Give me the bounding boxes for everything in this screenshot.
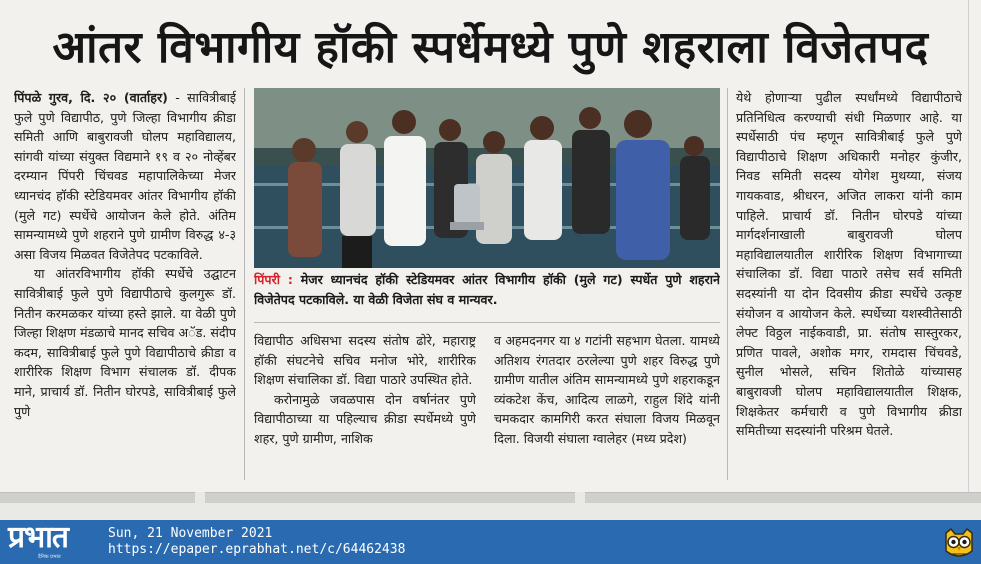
article-paragraph: व अहमदनगर या ४ गटांनी सहभाग घेतला. यामध्ये अतिशय रंगतदार ठरलेल्या पुणे शहर विरुद्ध पुणे ग्रामीण यातील अंतिम सामन्यामध्ये पुणे शहराकडून व्यंकटेश केंच, आदित्य लाळगे, राहुल शिंदे यांनी चमकदार कामगिरी करत संघाला विजय मिळवून दिला. विजयी संघाला ग्वालेहर (मध्य प्रदेश) (494, 333, 720, 446)
article-column-1 (14, 88, 236, 480)
page-edge (968, 0, 969, 492)
owl-icon[interactable] (942, 527, 976, 559)
brand-tagline: दैनिक प्रभात (38, 554, 61, 560)
article-paragraph (14, 88, 236, 264)
article-column-4 (736, 88, 962, 480)
article-paragraph: विद्यापीठ अधिसभा सदस्य संतोष ढोरे, महाराष्ट्र हॉकी संघटनेचे सचिव मनोज भोरे, शारीरिक शिक्षण संचालिका डॉ. विद्या पाठारे उपस्थित होते. (254, 333, 476, 388)
edition-date: Sun, 21 November 2021 (108, 526, 273, 541)
page-shadow-segment (205, 492, 575, 503)
photo-caption (254, 270, 720, 318)
page-shadow-segment (585, 492, 981, 503)
team-photo-image (254, 88, 720, 268)
article-headline: आंतर विभागीय हॉकी स्पर्धेमध्ये पुणे शहराला विजेतपद (52, 22, 929, 73)
caption-text: मेजर ध्यानचंद हॉकी स्टेडियमवर आंतर विभागीय हॉकी (मुले गट) स्पर्धेत पुणे शहराने विजेतेपद पटकाविले. या वेळी विजेता संघ व मान्यवर. (254, 272, 720, 307)
article-paragraph: या आंतरविभागीय हॉकी स्पर्धेचे उद्घाटन सावित्रीबाई फुले पुणे विद्यापीठाचे कुलगुरू डॉ. नितीन करमळकर यांच्या हस्ते झाले. या वेळी पुणे जिल्हा शिक्षण मंडळाचे मानद सचिव अॅड. संदीप कदम, सावित्रीबाई फुले पुणे विद्यापीठाचे क्रीडा व शारीरिक शिक्षण विभाग संचालक डॉ. दीपक माने, प्राचार्य डॉ. नितीन घोरपडे, सावित्रीबाई फुले पुणे (14, 266, 236, 419)
article-url-link[interactable]: https://epaper.eprabhat.net/c/64462438 (108, 542, 406, 557)
paragraph-text: - सावित्रीबाई फुले पुणे विद्यापीठ, पुणे जिल्हा विभागीय क्रीडा समिती आणि बाबुरावजी घोलप महाविद्यालय, सांगवी यांच्या संयुक्त विद्यमाने १९ व २० नोव्हेंबर दरम्यान पिंपरी चिंचवड महापालिकेच्या मेजर ध्यानचंद हॉकी स्टेडियमवर आंतर विभागीय हॉकी (मुले गट) स्पर्धेचे आयोजन केले होते. अंतिम सामन्यामध्ये पुणे शहराने पुणे ग्रामीण विरुद्ध ४-३ असा विजय मिळवत विजेतेपद पटकाविले. (14, 90, 236, 262)
column-divider (727, 88, 728, 480)
article-photo (254, 88, 720, 268)
prabhat-logo[interactable] (8, 521, 103, 563)
footer-bar (0, 520, 981, 564)
brand-name: प्रभात (8, 520, 69, 555)
caption-divider (254, 322, 720, 323)
article-paragraph: येथे होणाऱ्या पुढील स्पर्धांमध्ये विद्यापीठाचे प्रतिनिधित्व करण्याची संधी मिळणार आहे. या स्पर्धेसाठी पंच म्हणून सावित्रीबाई फुले पुणे विद्यापीठाचे शिक्षण अधिकारी मनोहर कुंजीर, निवड समिती सदस्य योगेश मुथय्या, संजय गायकवाड, श्रीधरन, अजित लाकरा यांनी काम पाहिले. प्राचार्य डॉ. नितीन घोरपडे यांच्या मार्गदर्शनाखाली बाबुरावजी घोलप महाविद्यालयातील शारीरिक शिक्षण विभागाच्या संचालिका डॉ. विद्या पाठारे तसेच सर्व समिती सदस्यांनी या दोन दिवसीय क्रीडा स्पर्धेचे उत्कृष्ट संयोजन व आयोजन केले. स्पर्धेच्या यशस्वीतेसाठी लेफ्ट विठ्ठल नाईकवाडी, प्रा. संतोष सास्तुरकर, प्रणित पावले, अशोक मगर, रामदास चिंचवडे, सुनील भोसले, सचिन शितोळे यांच्यासह बाबुरावजी घोलप महाविद्यालयातील शिक्षक, शिक्षकेतर कर्मचारी व पुणे विभागीय क्रीडा समितीच्या सदस्यांनी परिश्रम घेतले. (736, 90, 962, 439)
footer-spacer (0, 508, 981, 520)
dateline: पिंपळे गुरव, दि. २० (वार्ताहर) (14, 90, 168, 105)
article-paragraph: करोनामुळे जवळपास दोन वर्षानंतर पुणे विद्यापीठाच्या या पहिल्याच क्रीडा स्पर्धेमध्ये पुणे शहर, पुणे ग्रामीण, नाशिक (254, 391, 476, 446)
column-divider (244, 88, 245, 480)
article-column-3 (494, 331, 720, 481)
page-shadow-segment (0, 492, 195, 503)
caption-place: पिंपरी : (254, 272, 293, 287)
article-column-2 (254, 331, 476, 481)
